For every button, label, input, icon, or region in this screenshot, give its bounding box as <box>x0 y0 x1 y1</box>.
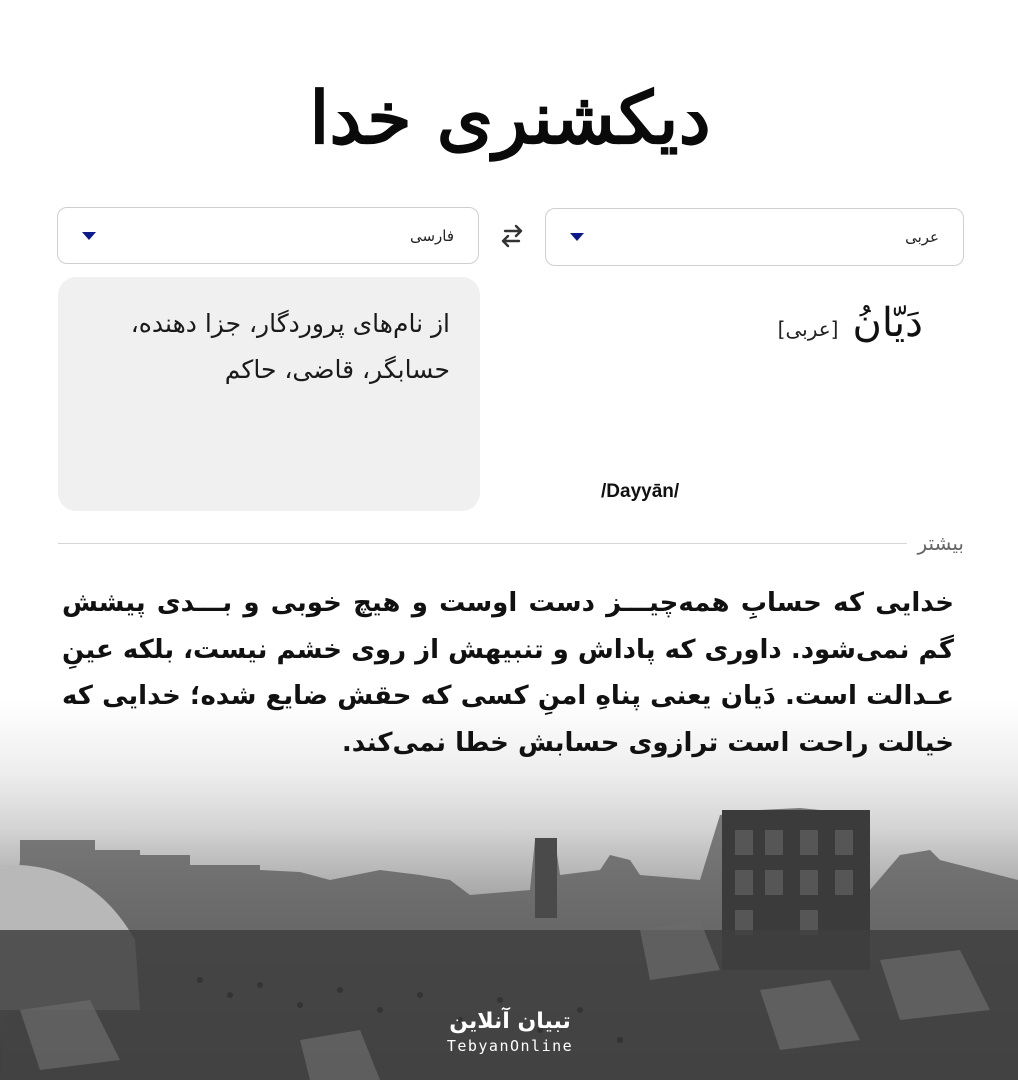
target-language-label: فارسی <box>409 226 454 245</box>
swap-arrows-icon <box>497 222 527 250</box>
divider <box>58 543 907 544</box>
site-logo: دیکشنری خدا <box>309 74 711 160</box>
headword-language-tag: [عربی] <box>777 317 839 341</box>
source-language-label: عربی <box>905 228 939 246</box>
brand-name-fa: تبیان آنلاین <box>449 1009 571 1034</box>
headword-block <box>778 300 923 346</box>
brand-watermark <box>440 1008 580 1056</box>
headword: دَیّانُ <box>852 300 923 346</box>
target-language-select[interactable] <box>57 207 479 264</box>
source-language-select[interactable] <box>545 208 964 266</box>
description-text: خدایی که حسابِ همه‌چیـــز دست اوست و هیچ خوبی و بـــدی پیشش گم نمی‌شود. داوری که پاداش و تنبیهش از روی خشم نیست، بلکه عینِ عـدالت است. دَیان یعنی پناهِ امنِ کسی که حقش ضایع شده؛ خدایی که خیالت راحت است ترازوی حسابش خطا نمی‌کند. <box>62 588 954 758</box>
transliteration: /Dayyān/ <box>601 481 680 502</box>
translation-output: از نام‌های پروردگار، جزا دهنده، حسابگر، قاضی، حاکم <box>58 277 480 511</box>
caret-down-icon <box>570 233 584 241</box>
more-section-header <box>58 530 964 556</box>
brand-name-en: TebyanOnline <box>446 1037 574 1055</box>
caret-down-icon <box>82 232 96 240</box>
swap-languages-button[interactable] <box>497 222 527 250</box>
more-label[interactable]: بیشتر <box>917 531 964 555</box>
